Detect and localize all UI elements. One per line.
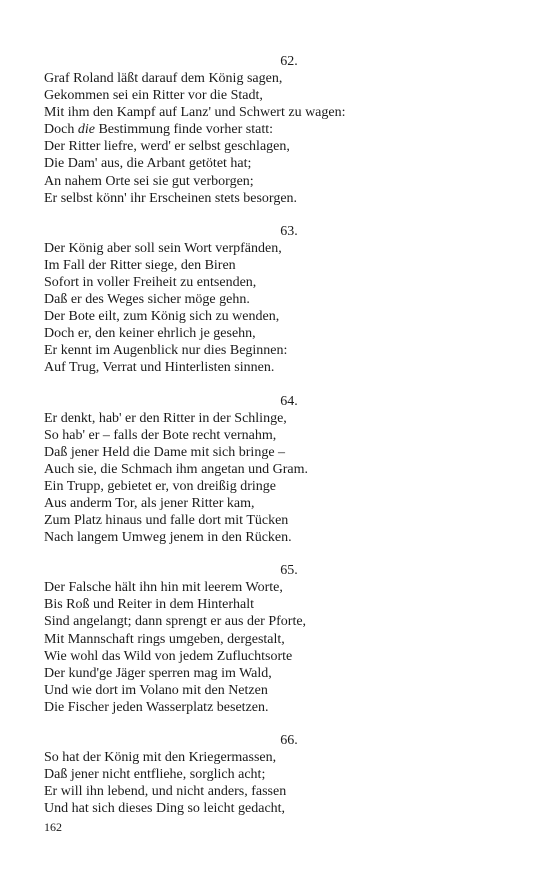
verse-line: Er kennt im Augenblick nur dies Beginnen: — [44, 343, 288, 359]
verse-line: Auch sie, die Schmach ihm angetan und Gram. — [44, 461, 308, 477]
verse-line: Der Bote eilt, zum König sich zu wenden, — [44, 309, 280, 325]
emphasized-word: die — [77, 122, 95, 138]
stanza — [44, 562, 514, 716]
verse-line: So hat der König mit den Kriegermassen, — [44, 750, 277, 765]
verse-line: Ein Trupp, gebietet er, von dreißig dringe — [44, 478, 276, 494]
verse-line: Sofort in voller Freiheit zu entsenden, — [44, 274, 257, 290]
verse-line: Er will ihn lebend, und nicht anders, fassen — [44, 784, 287, 800]
verse-line: Bis Roß und Reiter in dem Hinterhalt — [44, 597, 254, 613]
verse-line: Doch er, den keiner ehrlich je gesehn, — [44, 326, 256, 342]
verse-line: Und hat sich dieses Ding so leicht gedacht, — [44, 801, 286, 817]
stanza-number: 66. — [280, 733, 298, 748]
verse-line: Er selbst könn' ihr Erscheinen stets besorgen. — [44, 190, 298, 206]
verse-line — [44, 121, 514, 138]
verse-line: Und wie dort im Volano mit den Netzen — [44, 682, 268, 698]
verse-line: Er denkt, hab' er den Ritter in der Schlinge, — [44, 410, 287, 426]
verse-line: Im Fall der Ritter siege, den Biren — [44, 257, 236, 273]
verse-line: Der König aber soll sein Wort verpfänden, — [44, 240, 282, 256]
verse-line: Aus anderm Tor, als jener Ritter kam, — [44, 495, 255, 511]
verse-line: Auf Trug, Verrat und Hinterlisten sinnen. — [44, 360, 275, 376]
verse-line: So hab' er – falls der Bote recht vernahm, — [44, 427, 277, 443]
page-number: 162 — [44, 820, 62, 834]
verse-line: Sind angelangt; dann sprengt er aus der Pforte, — [44, 614, 307, 630]
stanza-number: 63. — [280, 223, 298, 239]
verse-text: Doch — [44, 122, 78, 138]
stanza-number: 62. — [280, 54, 298, 69]
verse-line: Nach langem Umweg jenem in den Rücken. — [44, 530, 292, 546]
verse-line: Mit Mannschaft rings umgeben, dergestalt, — [44, 631, 285, 647]
stanza — [44, 732, 514, 817]
verse-line: Der Ritter liefre, werd' er selbst geschlagen, — [44, 139, 290, 155]
verse-line: Die Fischer jeden Wasserplatz besetzen. — [44, 699, 269, 715]
verse-line: Der Falsche hält ihn hin mit leerem Worte, — [44, 580, 283, 596]
verse-line: Gekommen sei ein Ritter vor die Stadt, — [44, 88, 263, 104]
verse-line: Graf Roland läßt darauf dem König sagen, — [44, 71, 283, 86]
verse-line: Zum Platz hinaus und falle dort mit Tücken — [44, 513, 289, 529]
stanza — [44, 223, 514, 377]
verse-text: Bestimmung finde vorher statt: — [94, 122, 274, 138]
verse-line: Die Dam' aus, die Arbant getötet hat; — [44, 156, 252, 172]
verse-line: An nahem Orte sei sie gut verborgen; — [44, 173, 254, 189]
verse-line: Der kund'ge Jäger sperren mag im Wald, — [44, 665, 272, 681]
stanza — [44, 53, 514, 207]
stanza-number: 65. — [280, 563, 298, 579]
verse-line: Daß jener nicht entfliehe, sorglich acht; — [44, 767, 266, 783]
verse-line: Wie wohl das Wild von jedem Zufluchtsorte — [44, 648, 293, 664]
verse-line: Daß jener Held die Dame mit sich bringe – — [44, 444, 286, 460]
verse-line: Mit ihm den Kampf auf Lanz' und Schwert zu wagen: — [44, 105, 346, 121]
poem-body — [44, 53, 514, 833]
stanza — [44, 393, 514, 547]
stanza-number: 64. — [280, 393, 298, 409]
verse-line: Daß er des Weges sicher möge gehn. — [44, 292, 250, 308]
